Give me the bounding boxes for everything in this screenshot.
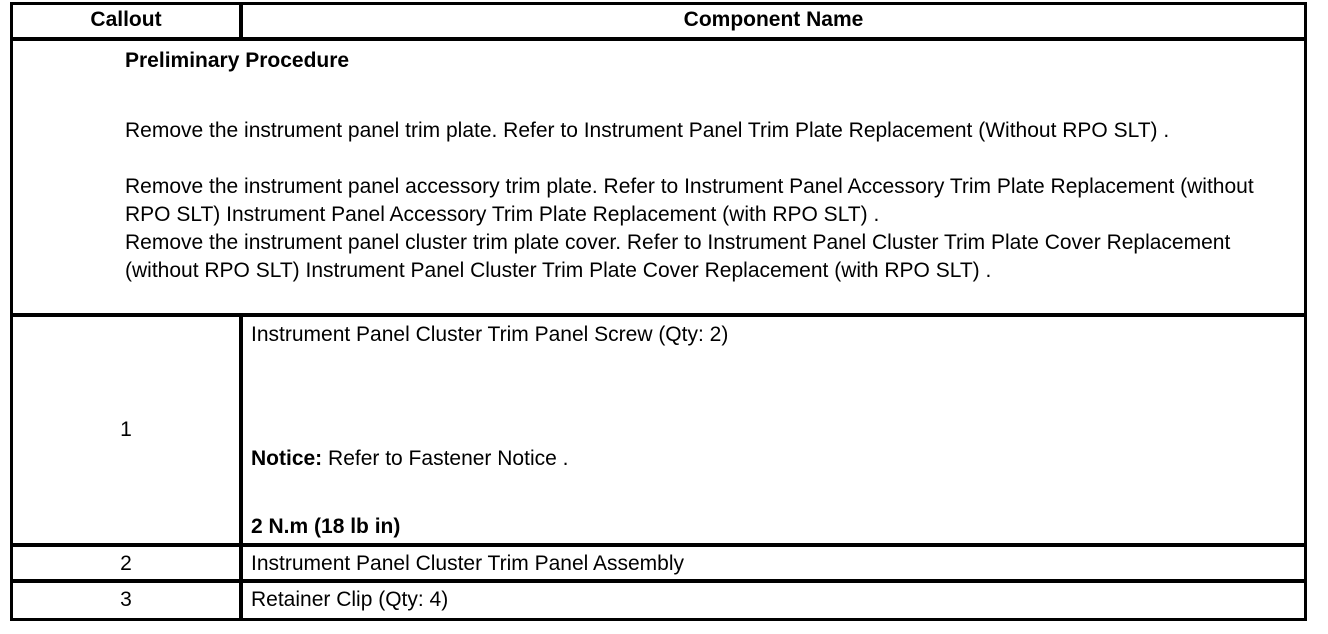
callout-1: 1 [13, 317, 239, 543]
component-3-name: Retainer Clip (Qty: 4) [243, 583, 1304, 618]
preliminary-step-3: Remove the instrument panel cluster trim plate cover. Refer to Instrument Panel Cluster Trim Plate Cover Replacement (without RPO SLT) Instrument Panel Cluster Trim Plate Cover Replacement (with RPO SLT) . [125, 231, 1231, 282]
component-1-notice [251, 445, 568, 473]
component-1-torque: 2 N.m (18 lb in) [251, 515, 401, 538]
header-component-name: Component Name [243, 5, 1304, 37]
notice-text: Refer to Fastener Notice . [322, 447, 569, 470]
callout-3: 3 [13, 583, 239, 618]
header-callout: Callout [13, 5, 239, 37]
component-1-cell [243, 317, 1304, 543]
callout-2: 2 [13, 547, 239, 579]
component-2-name: Instrument Panel Cluster Trim Panel Assembly [243, 547, 1304, 579]
component-1-name: Instrument Panel Cluster Trim Panel Screw (Qty: 2) [251, 323, 729, 346]
preliminary-title: Preliminary Procedure [125, 49, 350, 72]
preliminary-procedure-cell [13, 41, 1304, 313]
notice-label: Notice: [251, 447, 323, 470]
preliminary-step-2: Remove the instrument panel accessory trim plate. Refer to Instrument Panel Accessory Trim Plate Replacement (without RPO SLT) Instrument Panel Accessory Trim Plate Replacement (with RPO SLT) . [125, 175, 1254, 226]
component-table [10, 2, 1307, 621]
preliminary-step-1: Remove the instrument panel trim plate. Refer to Instrument Panel Trim Plate Replacement (Without RPO SLT) . [125, 119, 1170, 142]
